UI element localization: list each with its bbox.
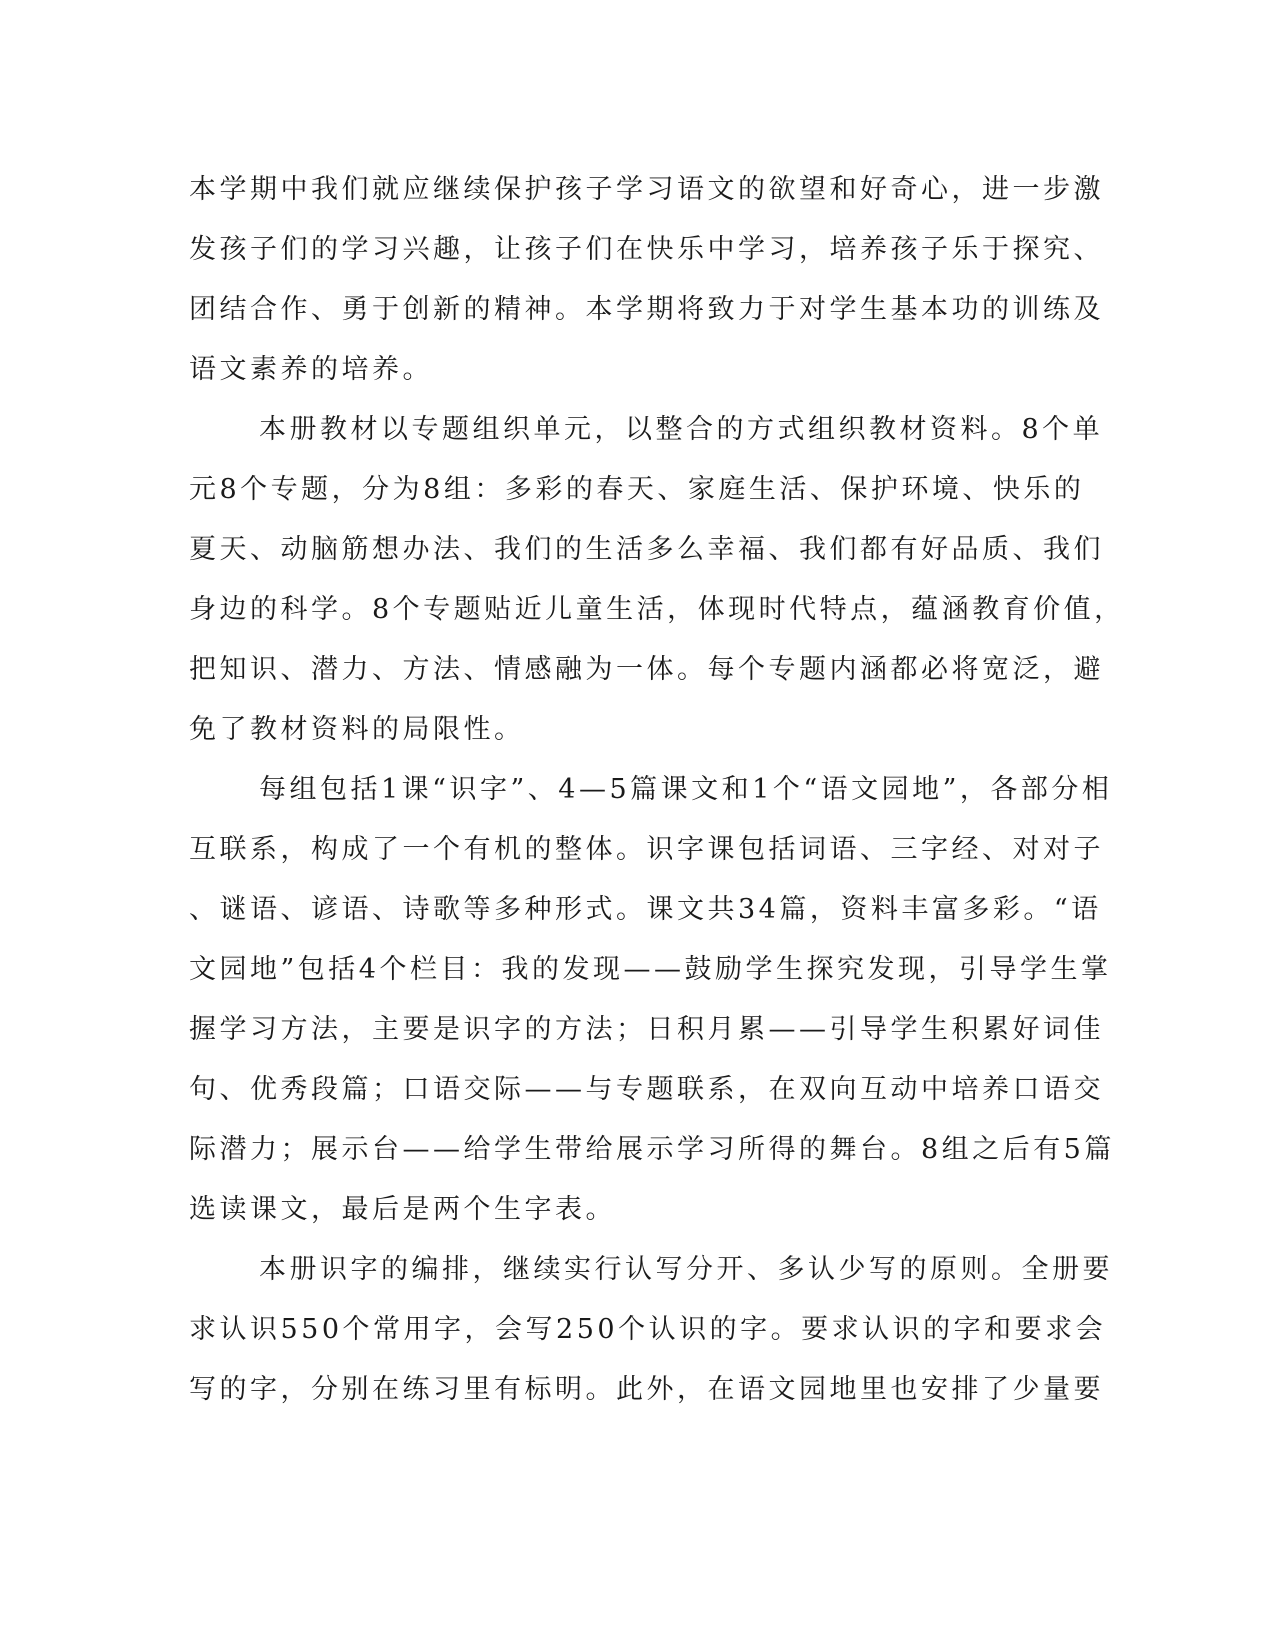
text-line: 发孩子们的学习兴趣，让孩子们在快乐中学习，培养孩子乐于探究、 (189, 234, 1104, 265)
text-line: 语文素养的培养。 (189, 354, 433, 385)
text-line: 写的字，分别在练习里有标明。此外，在语文园地里也安排了少量要 (189, 1374, 1104, 1405)
text-line: 免了教材资料的局限性。 (189, 714, 525, 745)
text-line: 身边的科学。8个专题贴近儿童生活，体现时代特点，蕴涵教育价值， (189, 594, 1125, 625)
text-line: 本学期中我们就应继续保护孩子学习语文的欲望和好奇心，进一步激 (189, 174, 1104, 205)
text-line: 选读课文，最后是两个生字表。 (189, 1194, 616, 1225)
text-line: 每组包括1课“识字”、4—5篇课文和1个“语文园地”，各部分相 (259, 774, 1113, 805)
text-line: 句、优秀段篇；口语交际——与专题联系，在双向互动中培养口语交 (189, 1074, 1104, 1105)
text-line: 际潜力；展示台——给学生带给展示学习所得的舞台。8组之后有5篇 (189, 1134, 1115, 1165)
text-line: 、谜语、谚语、诗歌等多种形式。课文共34篇，资料丰富多彩。“语 (189, 894, 1102, 925)
text-line: 元8个专题，分为8组：多彩的春天、家庭生活、保护环境、快乐的 (189, 474, 1085, 505)
paragraph-1 (189, 160, 1104, 400)
paragraph-4 (189, 1240, 1113, 1420)
text-line: 文园地”包括4个栏目：我的发现——鼓励学生探究发现，引导学生掌 (189, 954, 1112, 985)
text-line: 把知识、潜力、方法、情感融为一体。每个专题内涵都必将宽泛，避 (189, 654, 1104, 685)
paragraph-3 (189, 760, 1115, 1240)
document-body (189, 160, 1125, 1420)
text-line: 本册教材以专题组织单元，以整合的方式组织教材资料。8个单 (259, 414, 1104, 445)
text-line: 互联系，构成了一个有机的整体。识字课包括词语、三字经、对对子 (189, 834, 1104, 865)
text-line: 夏天、动脑筋想办法、我们的生活多么幸福、我们都有好品质、我们 (189, 534, 1104, 565)
text-line: 团结合作、勇于创新的精神。本学期将致力于对学生基本功的训练及 (189, 294, 1104, 325)
text-line: 本册识字的编排，继续实行认写分开、多认少写的原则。全册要 (259, 1254, 1113, 1285)
text-line: 握学习方法，主要是识字的方法；日积月累——引导学生积累好词佳 (189, 1014, 1104, 1045)
text-line: 求认识550个常用字，会写250个认识的字。要求认识的字和要求会 (189, 1314, 1107, 1345)
paragraph-2 (189, 400, 1125, 760)
